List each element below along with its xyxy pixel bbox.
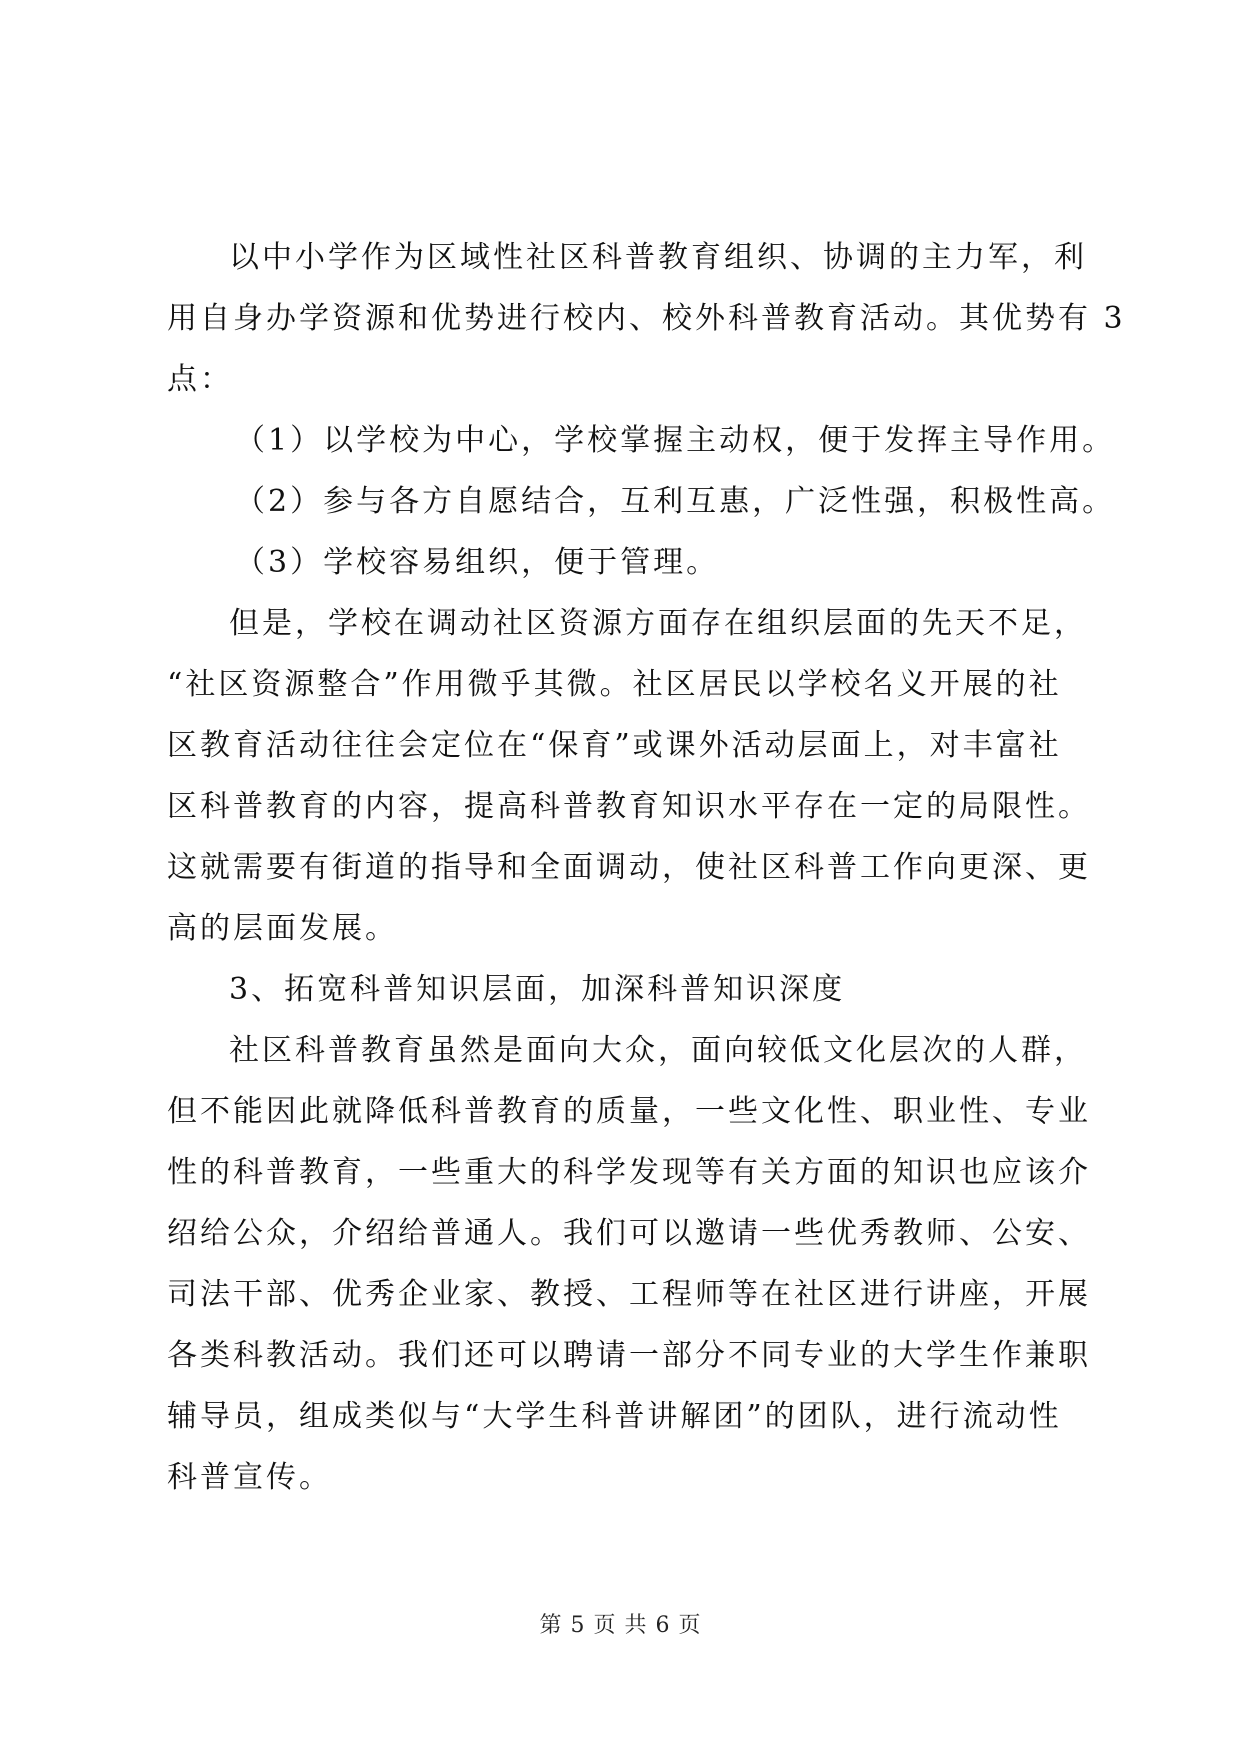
paragraph-line: 区教育活动往往会定位在“保育”或课外活动层面上，对丰富社 [167,728,1062,763]
paragraph-line: 但不能因此就降低科普教育的质量，一些文化性、职业性、专业 [167,1094,1091,1129]
document-body [167,227,1126,1508]
list-item: （1）以学校为中心，学校掌握主动权，便于发挥主导作用。 [235,423,1116,458]
paragraph-line: 区科普教育的内容，提高科普教育知识水平存在一定的局限性。 [167,789,1091,824]
paragraph-line: 但是，学校在调动社区资源方面存在组织层面的先天不足， [229,606,1087,641]
paragraph-line: 点： [167,362,233,397]
section-heading: 3、拓宽科普知识层面，加深科普知识深度 [229,972,846,1007]
paragraph-line: 社区科普教育虽然是面向大众，面向较低文化层次的人群， [229,1033,1087,1068]
paragraph-line: 辅导员，组成类似与“大学生科普讲解团”的团队，进行流动性 [167,1399,1062,1434]
paragraph-line: 性的科普教育，一些重大的科学发现等有关方面的知识也应该介 [167,1155,1091,1190]
paragraph-line: 这就需要有街道的指导和全面调动，使社区科普工作向更深、更 [167,850,1091,885]
paragraph-line: 绍给公众，介绍给普通人。我们可以邀请一些优秀教师、公安、 [167,1216,1091,1251]
paragraph-line: 用自身办学资源和优势进行校内、校外科普教育活动。其优势有 3 [167,301,1126,336]
paragraph-line: 各类科教活动。我们还可以聘请一部分不同专业的大学生作兼职 [167,1338,1091,1373]
paragraph-line: 高的层面发展。 [167,911,398,946]
paragraph-line: 司法干部、优秀企业家、教授、工程师等在社区进行讲座，开展 [167,1277,1091,1312]
list-item: （3）学校容易组织，便于管理。 [235,545,720,580]
list-item: （2）参与各方自愿结合，互利互惠，广泛性强，积极性高。 [235,484,1116,519]
paragraph-line: 科普宣传。 [167,1460,332,1495]
paragraph-line: 以中小学作为区域性社区科普教育组织、协调的主力军，利 [229,240,1087,275]
paragraph-line: “社区资源整合”作用微乎其微。社区居民以学校名义开展的社 [167,667,1062,702]
page-number-footer: 第 5 页 共 6 页 [539,1613,702,1638]
